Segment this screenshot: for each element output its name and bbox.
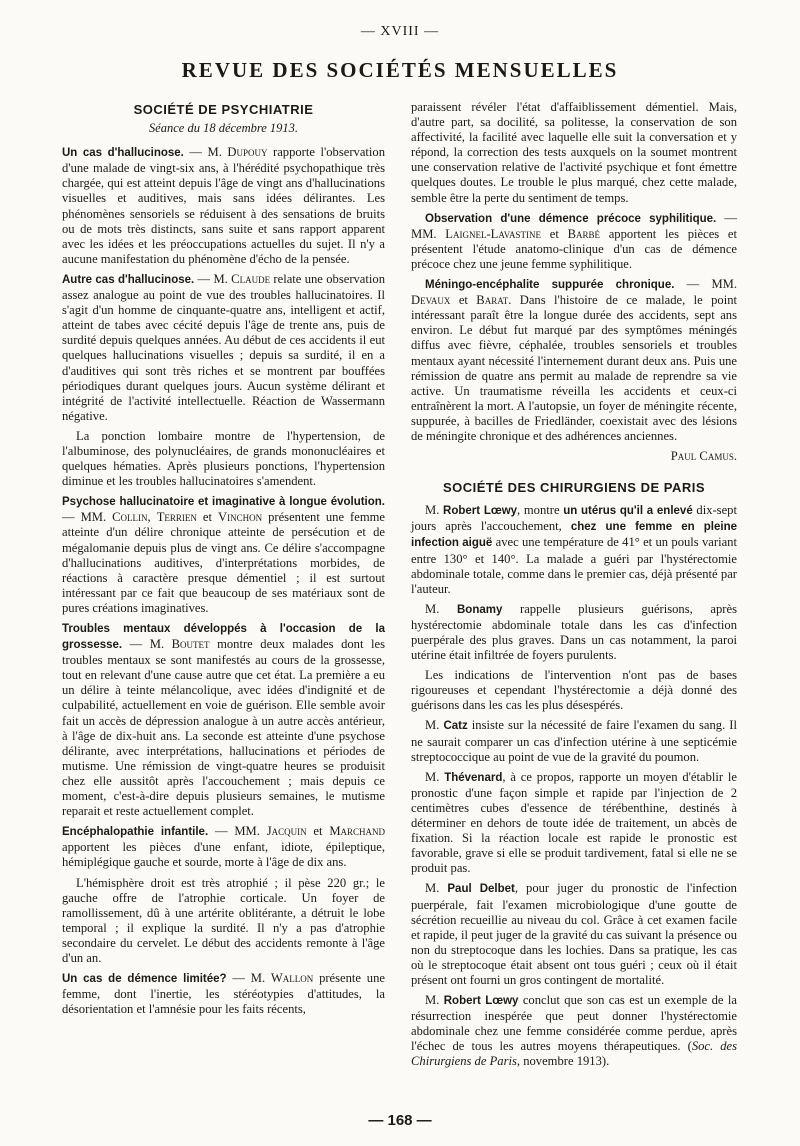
article-hallucinose: Un cas d'hallucinose. — M. Dupouy rapporte l'observation d'une malade de vingt-six ans, à l'hérédité psychopathique très chargée, qui est atteint depuis l'âge de vingt ans d'hallucinations visuelles et auditives, mais sans idées délirantes. Les phénomènes sensoriels se réduisent à des sensations de bruits ou de mots très distincts, sans suite et sans rapport apparent avec les idées et les préoccupations actuelles du sujet. Il n'y a aucune manifestation du phénomène d'écho de la pensée. — [62, 145, 385, 266]
article-text: apportent les pièces et présentent l'étude anatomo-clinique d'un cas de démence précoce chez une jeune femme syphilitique. — [411, 226, 737, 271]
section-title-psychiatrie: SOCIÉTÉ DE PSYCHIATRIE — [133, 102, 314, 117]
article-heading: Autre cas d'hallucinose. — [62, 273, 195, 286]
article-heading: Encéphalopathie infantile. — [62, 826, 209, 839]
article-troubles-grossesse: Troubles mentaux développés à l'occasion de la grossesse. — M. Boutet montre deux malades dont les troubles mentaux se sont manifestés au cours de la grossesse, tout en relevant d'une cause autre que cet état. La première a eu un délire à teinte mélancolique, avec idées d'indignité et de culpabilité, actuellement en voie de guérison. Elle semble avoir fait un accès de dépression analogue à un autre accès antérieur, à l'âge de dix-huit ans. La seconde est atteinte d'une psychose délirante, avec interprétations, hallucinations et périodes de mutisme. Une rémission de vingt-quatre heures se produisit chez elle aussitôt après l'accouchement ; mais depuis ce moment, c'est-à-dire depuis plusieurs semaines, le mutisme reparait et reste actuellement complet. — [62, 623, 385, 819]
author-name: Collin — [112, 510, 148, 525]
article-text: rapporte l'observation d'une malade de vingt-six ans, à l'hérédité psychopathique très chargée, qui est atteint depuis l'âge de vingt ans d'hallucinations visuelles et auditives, mais sans idées délirantes. Les phénomènes sensoriels se réduisent à des sensations de bruits ou de mots très distincts, sans suite et sans rapport apparent avec les idées et les préoccupations actuelles du sujet. Il n'y a aucune manifestation du phénomène d'écho de la pensée. — [62, 145, 385, 266]
source-citation: Soc. des Chirurgiens de Paris — [411, 1039, 737, 1069]
author-name: Terrien — [156, 510, 197, 525]
author-name: Devaux — [411, 293, 451, 308]
article-meningo-encephalite: Méningo-encéphalite suppurée chronique. — MM. Devaux et Barat. Dans l'histoire de ce malade, le point intéressant paraît être la longue durée des accidents, sept ans environ. Le début fut marqué par des symptômes méningés diffus avec fièvre, céphalée, troubles sensoriels et troubles mentaux ayant nécessité l'internement durant deux ans. Puis une rémission de quatre ans permit au malade de reprendre sa vie active. Un traumatisme réveilla les accidents et ceux-ci entraînèrent la mort. A l'autopsie, un foyer de méningite récente, suppurée, à bacilles de Friedländer, coexistait avec des lésions de méningite chronique et des adhérences anciennes. — [411, 277, 737, 443]
author-name: Paul Delbet — [447, 883, 515, 896]
article-text: relate une observation assez analogue au point de vue des troubles hallucinatoires. Il s'agit d'un homme de cinquante-quatre ans, intelligent et actif, atteint de tabes avec cécité depuis l'âge de trente ans, puis de surdité depuis quelques années. Au début de ces accidents il eut quelques hallucinations visuelles ; depuis sa surdité, il en a d'auditives qui sont très riches et se montrent par bouffées périodiques durant quelques jours. Aucun système délirant et intégrité de l'activité intellectuelle. Réaction de Wassermann négative. — [62, 271, 385, 423]
article-paragraph: La ponction lombaire montre de l'hypertension, de l'albuminose, des polynucléaires, de grands mononucléaires et quelques hématies. Après plusieurs ponctions, l'hypertension diminue et les troubles hallucinatoires s'amendent. — [62, 428, 385, 489]
author-name: Dupouy — [227, 145, 268, 160]
emphasis-text: chez une femme en pleine infection aiguë — [411, 521, 737, 550]
article-heading: Psychose hallucinatoire et imaginative à longue évolution. — [62, 496, 385, 509]
page-number: — 168 — — [368, 1112, 432, 1129]
article-heading: Un cas d'hallucinose. — [62, 147, 184, 160]
page-title: REVUE DES SOCIÉTÉS MENSUELLES — [181, 58, 619, 82]
article-heading: Troubles mentaux développés à l'occasion de la grossesse. — [62, 623, 385, 652]
author-name: Laignel-Lavastine — [445, 226, 542, 241]
author-name: Bonamy — [457, 603, 503, 616]
author-name: Barat — [476, 293, 509, 308]
article-thevenard: M. Thévenard, à ce propos, rapporte un moyen d'établir le pronostic d'une façon simple et rapide par l'injection de 2 centimètres cubes d'essence de térébenthine, destinés à déterminer en dehors de toute idée de traitement, un abcès de fixation. Si la réaction locale est rapide le pronostic est favorable, grave si elle se produit tardivement, fatal si elle ne se produit pas. — [411, 769, 738, 876]
author-name: Barbé — [567, 226, 600, 241]
right-column — [411, 100, 737, 1075]
article-loewy-conclusion: M. Robert Lœwy conclut que son cas est un exemple de la résurrection inespérée que peut donner l'hystérectomie abdominale chez une femme considérée comme perdue, après l'échec de tous les autres moyens thérapeutiques. (Soc. des Chirurgiens de Paris, novembre 1913). — [411, 993, 737, 1069]
article-text: présente une femme, dont l'inertie, les stéréotypies d'attitudes, la désorientation et l'amnésie pour les faits récents, — [62, 971, 385, 1017]
author-name: Marchand — [329, 824, 386, 839]
emphasis-text: un utérus qu'il a enlevé — [563, 505, 693, 518]
article-catz: M. Catz insiste sur la nécessité de faire l'examen du sang. Il ne saurait comparer un cas d'infection utérine à une septicémie streptococcique au point de vue de la gravité du poumon. — [411, 718, 737, 764]
author-name: Thévenard — [444, 771, 503, 784]
author-name: Robert Lœwy — [443, 995, 519, 1008]
article-encephalopathie: Encéphalopathie infantile. — MM. Jacquin et Marchand apportent les pièces d'une enfant, idiote, épileptique, hémiplégique gauche et sourde, morte à l'âge de dix ans. — [62, 824, 386, 870]
article-text: présentent une femme atteinte d'un délire chronique atteinte de persécution et de mégalomanie depuis plus de vingt ans. Ce délire s'accompagne d'hallucinations auditives, d'interprétations morbides, de réactions à caractère presque démentiel ; il est surtout intéressant par ce fait que beaucoup de ses matériaux sont de pures créations imaginatives. — [62, 510, 385, 615]
author-name: Vinchon — [218, 510, 263, 525]
left-column — [62, 100, 385, 1022]
article-text: . Dans l'histoire de ce malade, le point intéressant paraît être la longue durée des accidents, sept ans environ. Le début fut marqué par des symptômes méningés diffus avec fièvre, céphalée, troubles sensoriels et troubles mentaux ayant nécessité l'internement durant deux ans. Puis une rémission de quatre ans permit au malade de reprendre sa vie active. Un traumatisme réveilla les accidents et ceux-ci entraînèrent la mort. A l'autopsie, un foyer de méningite récente, suppurée, à bacilles de Friedländer, coexistait avec des lésions de méningite chronique et des adhérences anciennes. — [411, 293, 737, 443]
author-name: Jacquin — [266, 824, 307, 839]
article-psychose: Psychose hallucinatoire et imaginative à longue évolution. — MM. Collin, Terrien et Vinchon présentent une femme atteinte d'un délire chronique atteinte de persécution et de mégalomanie depuis plus de vingt ans. Ce délire s'accompagne d'hallucinations auditives, d'interprétations morbides, de réactions à caractère presque démentiel ; il est surtout intéressant par ce fait que beaucoup de ses matériaux sont de pures créations imaginatives. — [62, 496, 385, 615]
article-autre-hallucinose: Autre cas d'hallucinose. — M. Claude relate une observation assez analogue au point de vue des troubles hallucinatoires. Il s'agit d'un homme de cinquante-quatre ans, intelligent et actif, atteint de tabes avec cécité depuis l'âge de trente ans, puis de surdité depuis quelques années. Au début de ces accidents il eut quelques hallucinations visuelles ; depuis sa surdité, il en a d'auditives qui sont très riches et se montrent par bouffées périodiques durant quelques jours. Aucun système délirant et intégrité de l'activité intellectuelle. Réaction de Wassermann négative. — [62, 271, 385, 423]
section-title-chirurgiens: SOCIÉTÉ DES CHIRURGIENS DE PARIS — [442, 480, 706, 496]
article-loewy: M. Robert Lœwy, montre un utérus qu'il a enlevé dix-sept jours après l'accouchement, chez une femme en pleine infection aiguë avec une température de 41° et un pouls variant entre 130° et 140°. La malade a guéri par l'hystérectomie abdominale totale, comme dans le premier cas, déjà présenté par l'auteur. — [411, 503, 737, 596]
session-date: Séance du 18 décembre 1913. — [148, 121, 299, 136]
article-paragraph: L'hémisphère droit est très atrophié ; il pèse 220 gr.; le gauche offre de l'atrophie corticale. Un foyer de ramollissement, dû à une artérite oblitérante, a détruit le lobe temporal ; il explique la surdité. Il n'y a pas d'atrophie secondaire du cervelet. Le début des accidents remonte à l'âge d'un an. — [62, 875, 385, 965]
article-bonamy: M. Bonamy rappelle plusieurs guérisons, après hystérectomie abdominale totale dans les cas d'infection puerpérale des plus graves. Dans un cas notamment, la paroi utérine était infiltrée de foyers purulents. — [411, 601, 737, 663]
article-heading: Un cas de démence limitée? — [62, 973, 227, 986]
author-name: Claude — [231, 271, 271, 286]
article-demence-precoce: Observation d'une démence précoce syphilitique. — MM. Laignel-Lavastine et Barbé apportent les pièces et présentent l'étude anatomo-clinique d'un cas de démence précoce chez une jeune femme syphilitique. — [411, 210, 737, 271]
article-demence-limitee: Un cas de démence limitée? — M. Wallon présente une femme, dont l'inertie, les stéréotypies d'attitudes, la désorientation et l'amnésie pour les faits récents, — [62, 971, 385, 1017]
article-heading: Observation d'une démence précoce syphilitique. — [425, 212, 717, 225]
author-name: Wallon — [270, 971, 314, 986]
signature: Paul Camus. — [670, 449, 737, 464]
article-heading: Méningo-encéphalite suppurée chronique. — [425, 279, 675, 292]
author-name: Catz — [443, 720, 468, 733]
article-paragraph: Les indications de l'intervention n'ont pas de bases rigoureuses et cependant l'hystérectomie a déjà donné des guérisons dans les cas les plus désespérés. — [411, 668, 737, 713]
article-continuation: paraissent révéler l'état d'affaiblissement démentiel. Mais, d'autre part, sa docilité, sa politesse, la conservation de son affectivité, la facilité avec laquelle elle suit la conversation et y répond, la correction des tests auxquels on la soumet montrent une conservation relative de l'activité psychique et font émettre quelques doutes. Le trouble le plus marqué, chez cette malade, semble être la perte du sentiment de temps. — [411, 100, 737, 205]
author-name: Robert Lœwy — [443, 505, 518, 518]
article-text: montre deux malades dont les troubles mentaux se sont manifestés au cours de la grossesse, tout en relevant d'une cause autre que cet état. La première a eu un délire à teinte mélancolique, avec idées d'indignité et de culpabilité, actuellement en voie de guérison. Elle semble avoir fait un accès de dépression analogue à un autre accès antérieur, à l'âge de dix-huit ans. La seconde est atteinte d'une psychose délirante, avec interprétations, hallucinations et périodes de mutisme. Une rémission de vingt-quatre heures se produisit chez elle aussitôt après l'accouchement ; mais depuis ce moment, c'est-à-dire depuis plusieurs semaines, le mutisme reparait et reste actuellement complet. — [62, 637, 385, 819]
author-name: Boutet — [171, 637, 210, 652]
article-delbet: M. Paul Delbet, pour juger du pronostic de l'infection puerpérale, fait l'examen microbiologique d'une goutte de sécrétion recueillie au niveau du col. Grâce à cet examen facile et rapide, il peut juger de la gravité du cas suivant la présence ou non du streptocoque dans les lochies. Dans sa pratique, les cas où le streptocoque était absent ont tous guéri ; ceux où il était présent ont fourni un gros contingent de mortalité. — [411, 881, 737, 987]
article-text: apportent les pièces d'une enfant, idiote, épileptique, hémiplégique gauche et sourde, morte à l'âge de dix ans. — [62, 840, 385, 870]
page-roman-numeral: — XVIII — — [360, 24, 440, 39]
